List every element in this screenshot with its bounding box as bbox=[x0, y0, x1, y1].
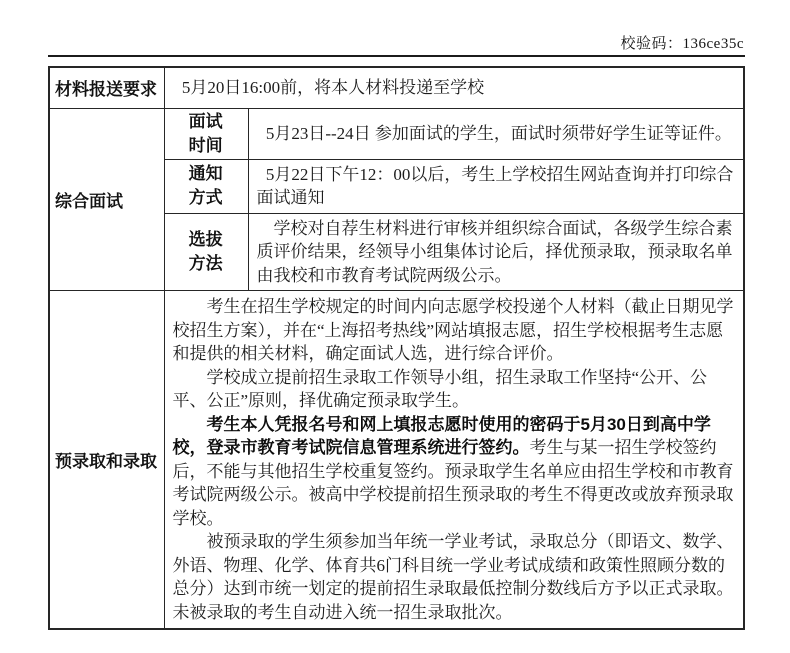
admission-paragraph-text: 考生与某一招生学校签约后，不能与其他招生学校重复签约。预录取学生名单应由招生学校和市教育考试院两级公示。被高中学校提前招生预录取的考生不得更改或放弃预录取学校。 bbox=[172, 438, 734, 528]
admission-paragraph bbox=[173, 295, 737, 366]
admission-paragraph-text: 被预录取的学生须参加当年统一学业考试，录取总分（即语文、数学、外语、物理、化学、体育共6门科目统一学业考试成绩和政策性照顾分数的总分）达到市统一划定的提前招生录取最低控制分数线后方予以正式录取。未被录取的考生自动进入统一招生录取批次。 bbox=[172, 532, 734, 622]
row-label-comprehensive-interview: 综合面试 bbox=[49, 108, 164, 291]
row-label-material-requirement: 材料报送要求 bbox=[49, 67, 164, 108]
admission-paragraph-text: 考生在招生学校规定的时间内向志愿学校投递个人材料（截止日期见学校招生方案），并在“上海招考热线”网站填报志愿，招生学校根据考生志愿和提供的相关材料，确定面试人选，进行综合评价。 bbox=[172, 297, 734, 363]
interview-time-content: 5月23日--24日 参加面试的学生，面试时须带好学生证等证件。 bbox=[248, 108, 744, 159]
admission-paragraph bbox=[173, 530, 737, 624]
sublabel-selection-method bbox=[164, 213, 248, 291]
selection-method-content: 学校对自荐生材料进行审核并组织综合面试，各级学生综合素质评价结果，经领导小组集体讨论后，择优预录取，预录取名单由我校和市教育考试院两级公示。 bbox=[248, 213, 744, 291]
sublabel-selection-method-text: 选拔方法 bbox=[188, 229, 223, 273]
admission-paragraph bbox=[173, 366, 737, 413]
verification-code: 校验码：136ce35c bbox=[620, 36, 744, 52]
row-label-pre-admission: 预录取和录取 bbox=[49, 291, 164, 630]
admission-procedure-table bbox=[48, 66, 745, 630]
table-row bbox=[49, 291, 744, 630]
admission-paragraph-bold: 考生本人凭报名号和网上填报志愿时使用的密码于5月30日到高中学校，登录市教育考试院信息管理系统进行签约。 bbox=[172, 414, 711, 457]
material-requirement-content: 5月20日16:00前，将本人材料投递至学校 bbox=[164, 67, 744, 108]
admission-paragraph-text: 学校成立提前招生录取工作领导小组，招生录取工作坚持“公开、公平、公正”原则，择优确定预录取学生。 bbox=[172, 367, 708, 410]
sublabel-notification-method-text: 通知方式 bbox=[188, 164, 223, 207]
notification-method-content: 5月22日下午12：00以后，考生上学校招生网站查询并打印综合面试通知 bbox=[248, 159, 744, 213]
table-row bbox=[49, 67, 744, 108]
header-divider bbox=[48, 55, 745, 57]
pre-admission-content bbox=[164, 291, 744, 630]
admission-paragraph bbox=[173, 413, 737, 531]
sublabel-interview-time bbox=[164, 108, 248, 159]
sublabel-notification-method bbox=[164, 159, 248, 213]
sublabel-interview-time-text: 面试时间 bbox=[188, 111, 223, 155]
table-row bbox=[49, 108, 744, 159]
